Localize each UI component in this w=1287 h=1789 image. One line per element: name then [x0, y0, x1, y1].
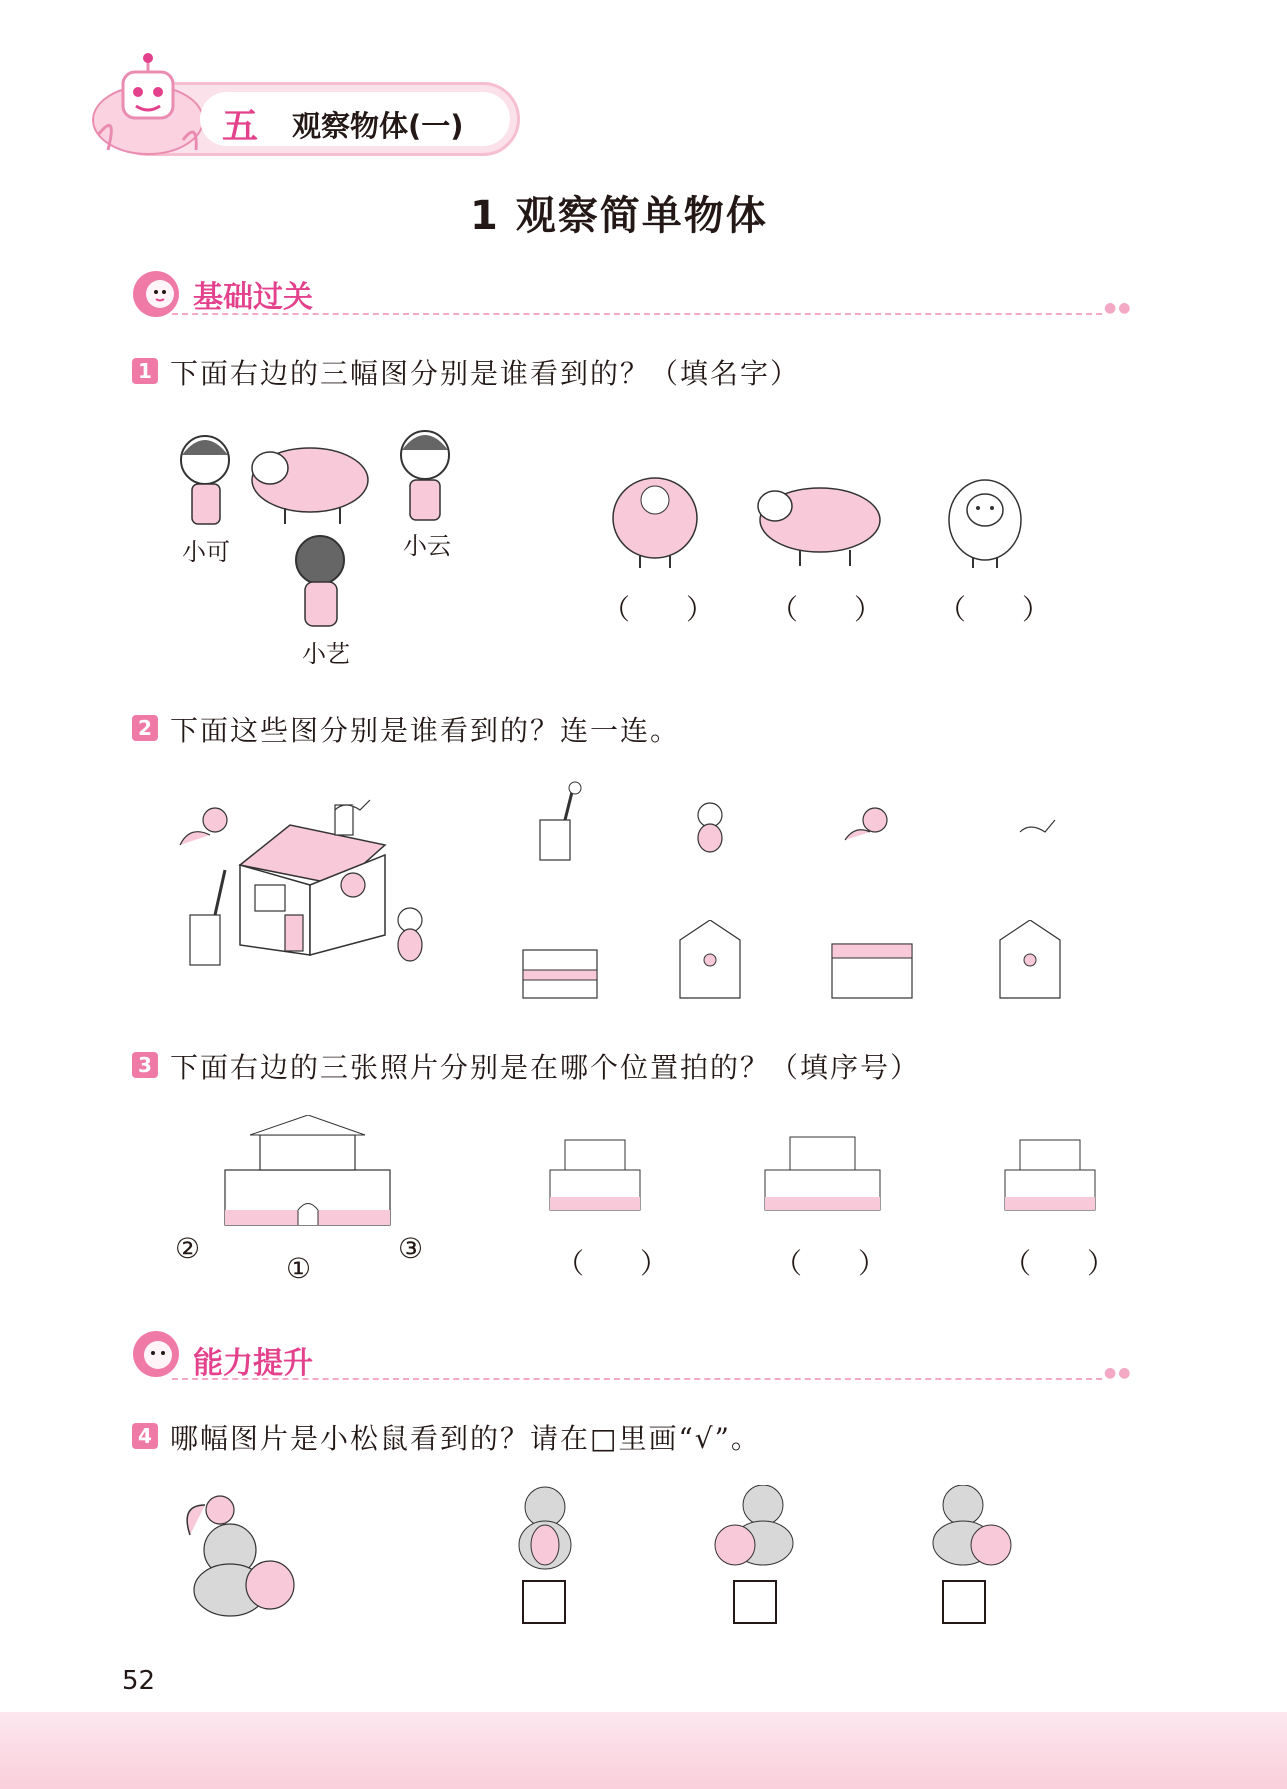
section-divider	[172, 1378, 1102, 1380]
q3-gate-tower-main	[210, 1115, 410, 1235]
q4-bear-views	[505, 1485, 1025, 1570]
lesson-title: 1 观察简单物体	[470, 193, 768, 239]
answer-blank-2[interactable]: （ ）	[770, 593, 883, 626]
answer-blank-5[interactable]: （ ）	[774, 1247, 887, 1280]
answer-blank-6[interactable]: （ ）	[1003, 1247, 1116, 1280]
section-advanced-heading: 能力提升	[193, 1346, 313, 1381]
position-marker-3: ③	[398, 1232, 424, 1265]
answer-blank-1[interactable]: （ ）	[602, 593, 715, 626]
position-marker-1: ①	[286, 1252, 312, 1285]
q2-house-views-row	[520, 920, 1080, 1000]
chapter-number: 五	[222, 106, 259, 147]
name-xiaoyun: 小云	[403, 532, 451, 560]
answer-blank-3[interactable]: （ ）	[938, 593, 1051, 626]
q4-squirrel-bear-scene	[170, 1485, 300, 1620]
section-basic-heading: 基础过关	[193, 280, 313, 315]
section-divider	[172, 313, 1102, 315]
question-number: 1	[132, 358, 158, 384]
question-number: 4	[132, 1423, 158, 1449]
robot-mascot-icon	[78, 50, 208, 160]
question-number: 3	[132, 1052, 158, 1078]
answer-checkbox-2[interactable]	[733, 1580, 777, 1624]
monkey-mascot-icon	[130, 1328, 186, 1378]
girl-mascot-icon	[130, 268, 186, 318]
section-dots: ●●	[1104, 1365, 1133, 1381]
chapter-title: 观察物体(一)	[292, 109, 464, 143]
answer-checkbox-1[interactable]	[522, 1580, 566, 1624]
answer-checkbox-3[interactable]	[942, 1580, 986, 1624]
question-text: 下面这些图分别是谁看到的？连一连。	[170, 714, 681, 747]
question-text: 下面右边的三幅图分别是谁看到的？（填名字）	[170, 357, 801, 390]
position-marker-2: ②	[175, 1232, 201, 1265]
question-text: 哪幅图片是小松鼠看到的？请在□里画“√”。	[170, 1422, 761, 1455]
name-xiaoyi: 小艺	[302, 640, 350, 668]
answer-blank-4[interactable]: （ ）	[556, 1247, 669, 1280]
name-xiaoke: 小可	[182, 538, 230, 566]
footer-band	[0, 1712, 1287, 1789]
q3-gate-tower-photos	[520, 1125, 1100, 1225]
page-number: 52	[122, 1666, 156, 1696]
section-dots: ●●	[1104, 300, 1133, 316]
q2-animals-row	[525, 780, 1085, 880]
question-text: 下面右边的三张照片分别是在哪个位置拍的？（填序号）	[170, 1051, 921, 1084]
q2-house-scene	[170, 785, 450, 985]
question-number: 2	[132, 715, 158, 741]
q1-sheep-views	[605, 470, 1025, 570]
